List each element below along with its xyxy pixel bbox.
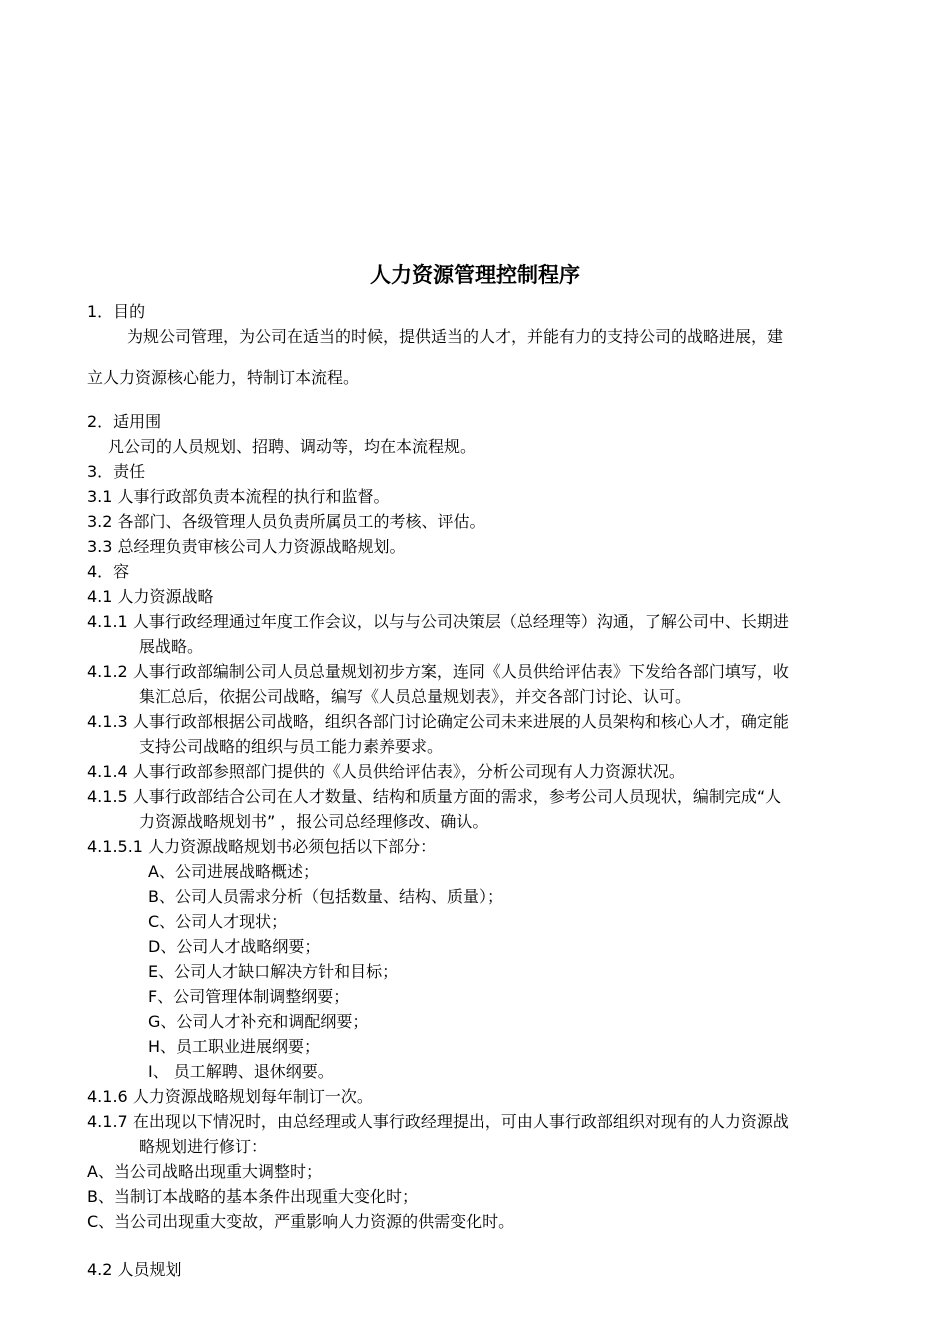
part-item: A、公司进展战略概述； <box>148 862 319 881</box>
item-number: 4.1.4 <box>87 762 128 781</box>
section-2-heading: 2．适用围 <box>87 412 162 431</box>
item-number: 4.2 <box>87 1260 113 1279</box>
document-title: 人力资源管理控制程序 <box>370 263 580 287</box>
clause-4-1-6 <box>87 1085 373 1109</box>
item-text: 人力资源战略规划每年制订一次。 <box>132 1087 373 1106</box>
subsection-4-2 <box>87 1258 182 1282</box>
clause-4-1-3-cont: 支持公司战略的组织与员工能力素养要求。 <box>139 737 444 756</box>
item-number: 4.1 <box>87 587 113 606</box>
item-text-line-1: 人事行政部结合公司在人才数量、结构和质量方面的需求，参考公司人员现状，编制完成“人 <box>132 787 782 806</box>
item-number: 4.1.5 <box>87 787 128 806</box>
item-text: 各部门、各级管理人员负责所属员工的考核、评估。 <box>117 512 486 531</box>
clause-4-1-7 <box>87 1110 789 1134</box>
part-item: D、公司人才战略纲要； <box>148 937 321 956</box>
section-2-body: 凡公司的人员规划、招聘、调动等，均在本流程规。 <box>108 437 477 456</box>
responsibility-item <box>87 510 486 534</box>
responsibility-item <box>87 485 390 509</box>
item-text: 人事行政部负责本流程的执行和监督。 <box>117 487 390 506</box>
item-text: 人事行政部参照部门提供的《人员供给评估表》，分析公司现有人力资源状况。 <box>132 762 685 781</box>
part-item: G、公司人才补充和调配纲要； <box>148 1012 369 1031</box>
item-text-line-1: 人事行政部根据公司战略，组织各部门讨论确定公司未来进展的人员架构和核心人才，确定能 <box>132 712 789 731</box>
clause-4-1-7-cont: 略规划进行修订： <box>139 1137 268 1156</box>
item-number: 3.1 <box>87 487 113 506</box>
item-text: 人力资源战略 <box>117 587 214 606</box>
clause-4-1-3 <box>87 710 789 734</box>
clause-4-1-1 <box>87 610 789 634</box>
part-item: H、员工职业进展纲要； <box>148 1037 321 1056</box>
clause-4-1-2 <box>87 660 789 684</box>
item-number: 4.1.7 <box>87 1112 128 1131</box>
item-number: 4.1.1 <box>87 612 128 631</box>
clause-4-1-4 <box>87 760 685 784</box>
clause-4-1-5 <box>87 785 781 809</box>
item-text: 人员规划 <box>117 1260 182 1279</box>
part-item: F、公司管理体制调整纲要； <box>148 987 350 1006</box>
responsibility-item <box>87 535 406 559</box>
subsection-4-1 <box>87 585 214 609</box>
clause-4-1-5-cont: 力资源战略规划书” ，报公司总经理修改、确认。 <box>139 812 489 831</box>
item-number: 4.1.2 <box>87 662 128 681</box>
item-number: 4.1.3 <box>87 712 128 731</box>
section-1-heading: 1．目的 <box>87 302 146 321</box>
item-text-line-1: 人事行政部编制公司人员总量规划初步方案，连同《人员供给评估表》下发给各部门填写，收 <box>132 662 789 681</box>
item-text: 总经理负责审核公司人力资源战略规划。 <box>117 537 406 556</box>
clause-4-1-2-cont: 集汇总后，依据公司战略，编写《人员总量规划表》，并交各部门讨论、认可。 <box>139 687 692 706</box>
part-item: B、公司人员需求分析（包括数量、结构、质量）； <box>148 887 503 906</box>
section-4-heading: 4．容 <box>87 562 130 581</box>
section-1-body-line-2: 立人力资源核心能力，特制订本流程。 <box>87 368 360 387</box>
condition-item: B、当制订本战略的基本条件出现重大变化时； <box>87 1187 418 1206</box>
item-number: 3.2 <box>87 512 113 531</box>
clause-4-1-1-cont: 展战略。 <box>139 637 204 656</box>
item-text-line-1: 人事行政经理通过年度工作会议，以与与公司决策层（总经理等）沟通，了解公司中、长期进 <box>132 612 789 631</box>
clause-4-1-5-1: 4.1.5.1 人力资源战略规划书必须包括以下部分： <box>87 837 437 856</box>
section-3-heading: 3．责任 <box>87 462 146 481</box>
section-1-body-line-1: 为规公司管理，为公司在适当的时候，提供适当的人才，并能有力的支持公司的战略进展，建 <box>127 327 784 346</box>
part-item: C、公司人才现状； <box>148 912 288 931</box>
item-number: 4.1.6 <box>87 1087 128 1106</box>
item-text-line-1: 在出现以下情况时，由总经理或人事行政经理提出，可由人事行政部组织对现有的人力资源战 <box>132 1112 789 1131</box>
item-number: 3.3 <box>87 537 113 556</box>
condition-item: C、当公司出现重大变故，严重影响人力资源的供需变化时。 <box>87 1212 515 1231</box>
condition-item: A、当公司战略出现重大调整时； <box>87 1162 322 1181</box>
part-item: I、 员工解聘、退休纲要。 <box>148 1062 334 1081</box>
part-item: E、公司人才缺口解决方针和目标； <box>148 962 399 981</box>
